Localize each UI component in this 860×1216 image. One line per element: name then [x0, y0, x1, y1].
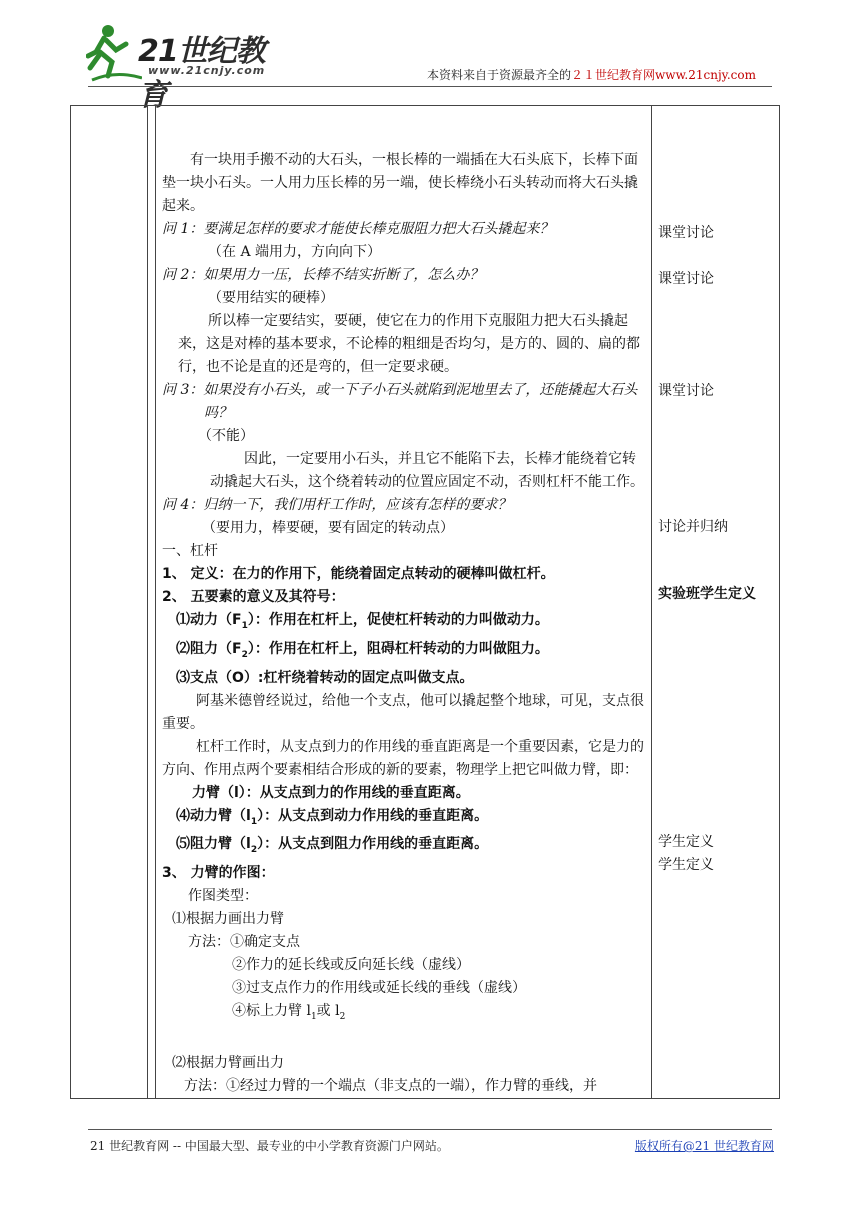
definition-lever: 1、 定义：在力的作用下，能绕着固定点转动的硬棒叫做杠杆。	[162, 566, 555, 582]
runner-icon	[86, 22, 142, 82]
answer-1: （在 A 端用力，方向向下）	[208, 244, 382, 260]
copyright-link[interactable]: 版权所有@21 世纪教育网	[634, 1139, 774, 1153]
column-divider	[155, 106, 156, 1098]
type-2: ⑵根据力臂画出力	[172, 1054, 284, 1071]
source-url[interactable]: www.21cnjy.com	[655, 68, 756, 82]
column-divider	[651, 106, 652, 1098]
question-4: 问 4：归纳一下，我们用杆工作时，应该有怎样的要求？	[162, 497, 512, 513]
paragraph-2: 所以棒一定要结实，要硬，使它在力的作用下克服阻力把大石头撬起来，这是对棒的基本要求，不论棒的粗细是否均匀，是方的、圆的、扁的都行，也不论是直的还是弯的，但一定要求硬。	[178, 313, 640, 375]
source-line	[427, 66, 756, 83]
arm-intro-paragraph: 杠杆工作时，从支点到力的作用线的垂直距离是一个重要因素，它是力的方向、作用点两个要素相结合形成的新的要素，物理学上把它叫做力臂，即：	[162, 738, 644, 778]
arm-definition: 力臂（l）：从支点到力的作用线的垂直距离。	[192, 784, 470, 801]
header-rule	[88, 86, 772, 87]
logo-text: 世纪教育	[138, 34, 265, 113]
intro-paragraph: 有一块用手搬不动的大石头，一根长棒的一端插在大石头底下，长棒下面垫一块小石头。一人用力压长棒的另一端，使长棒绕小石头转动而将大石头撬起来。	[162, 152, 638, 214]
archimedes-paragraph: 阿基米德曾经说过，给他一个支点，他可以撬起整个地球，可见，支点很重要。	[162, 692, 644, 732]
question-3: 问 3：如果没有小石头，或一下子小石头就陷到泥地里去了，还能撬起大石头吗？	[162, 382, 638, 421]
note-experimental-class: 实验班学生定义	[658, 586, 756, 602]
note-discussion-2: 课堂讨论	[658, 271, 714, 287]
element-effort-force: ⑴动力$(F_1)$：作用在杠杆上，促使杠杆转动的力叫做动力。	[176, 612, 549, 631]
answer-2: （要用结实的硬棒）	[208, 290, 334, 306]
lesson-content	[162, 149, 648, 1098]
draw-types: 作图类型：	[188, 888, 258, 905]
footer-rule	[88, 1129, 772, 1130]
logo-number: 21	[138, 34, 178, 69]
note-student-definition-1: 学生定义	[658, 834, 714, 850]
method-5: 方法：①经过力臂的一个端点（非支点的一端），作力臂的垂线，并	[184, 1077, 597, 1094]
answer-3: （不能）	[198, 428, 254, 444]
answer-4: （要用力，棒要硬，要有固定的转动点）	[202, 520, 454, 536]
section-lever: 一、杠杆	[162, 543, 218, 559]
type-1: ⑴根据力画出力臂	[172, 911, 284, 928]
source-prefix: 本资料来自于资源最齐全的	[427, 68, 572, 82]
source-highlight: ２１世纪教育网	[571, 68, 656, 82]
spacer	[162, 1029, 648, 1052]
method-4: ④标上力臂 $l_1$或 $l_2$	[232, 1003, 346, 1022]
footer-text: 21 世纪教育网 -- 中国最大型、最专业的中小学教育资源门户网站。	[90, 1139, 449, 1153]
element-effort-arm: ⑷动力臂$(l_1)$：从支点到动力作用线的垂直距离。	[176, 807, 489, 827]
note-student-definition-2: 学生定义	[658, 857, 714, 873]
element-fulcrum: ⑶支点（O）:杠杆绕着转动的固定点叫做支点。	[176, 669, 474, 686]
note-discuss-summarize: 讨论并归纳	[658, 519, 728, 535]
method-3: ③过支点作力的作用线或延长线的垂线（虚线）	[232, 980, 526, 997]
note-discussion-3: 课堂讨论	[658, 383, 714, 399]
section-arm-drawing: 3、 力臂的作图：	[162, 865, 275, 882]
logo	[86, 22, 286, 113]
paragraph-3: 因此，一定要用小石头，并且它不能陷下去，长棒才能绕着它转动撬起大石头，这个绕着转动的位置应固定不动，否则杠杆不能工作。	[210, 451, 644, 490]
question-1: 问 1：要满足怎样的要求才能使长棒克服阻力把大石头撬起来？	[162, 221, 554, 237]
method-1: 方法：①确定支点	[188, 934, 300, 951]
method-2: ②作力的延长线或反向延长线（虚线）	[232, 957, 470, 974]
element-resistance-force: ⑵阻力$(F_2)$：作用在杠杆上，阻碍杠杆转动的力叫做阻力。	[176, 640, 549, 660]
note-discussion-1: 课堂讨论	[658, 225, 714, 241]
five-elements-heading: 2、 五要素的意义及其符号：	[162, 589, 345, 605]
column-divider	[147, 106, 148, 1098]
question-2: 问 2：如果用力一压，长棒不结实折断了，怎么办？	[162, 267, 484, 283]
logo-url: www.21cnjy.com	[148, 64, 266, 77]
element-resistance-arm: ⑸阻力臂$(l_2)$：从支点到阻力作用线的垂直距离。	[176, 836, 489, 856]
